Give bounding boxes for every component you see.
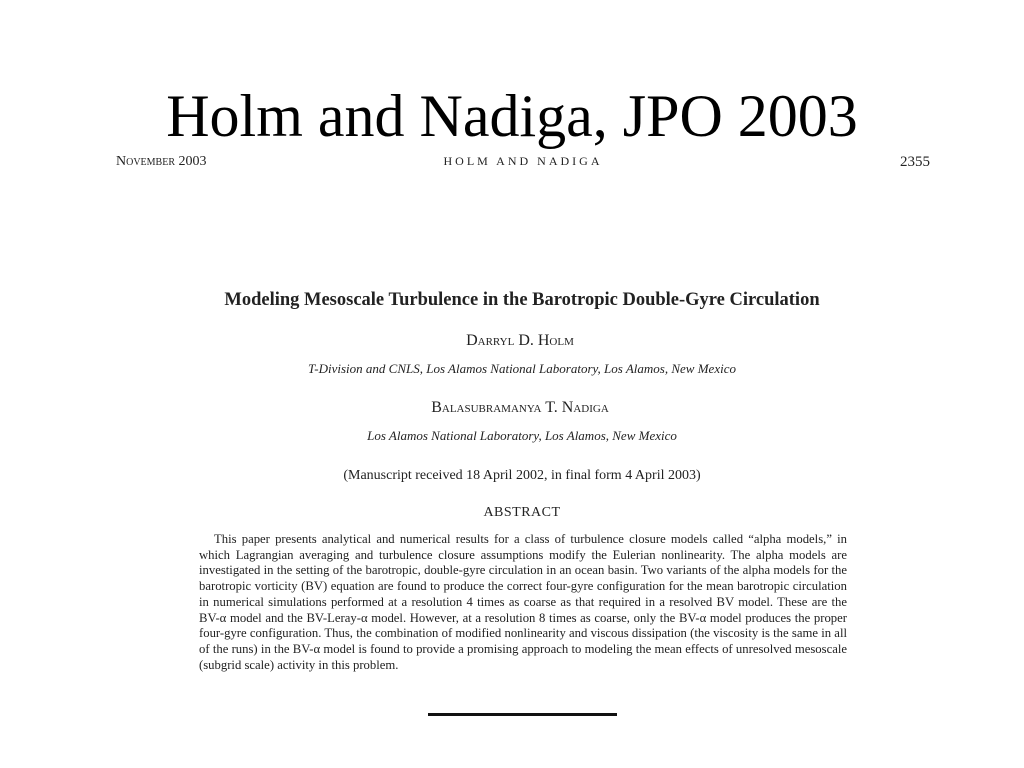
manuscript-note: (Manuscript received 18 April 2002, in final form 4 April 2003) [343,468,701,483]
author-name: Balasubramanya T. Nadiga [431,399,609,416]
running-head-date: November 2003 [116,154,207,169]
abstract-heading: ABSTRACT [483,505,561,520]
author-name: Darryl D. Holm [466,332,574,349]
running-head-authors: HOLM AND NADIGA [443,154,603,168]
abstract-body: This paper presents analytical and numerical results for a class of turbulence closure models called “alpha models,” in which Lagrangian averaging and turbulence closure assumptions modify the Eulerian nonlinearity. The alpha models are investigated in the setting of the barotropic, double-gyre circulation in an ocean basin. Two variants of the alpha models for the barotropic vorticity (BV) equation are found to produce the correct four-gyre configuration for the mean barotropic circulation in numerical simulations performed at a resolution 4 times as coarse as that required in a resolved BV model. These are the BV-α model and the BV-Leray-α model. However, at a resolution 8 times as coarse, only the BV-α model produces the proper four-gyre configuration. Thus, the combination of modified nonlinearity and viscous dissipation (the viscosity is the same in all of the runs) in the BV-α model is found to provide a promising approach to modeling the mean effects of unresolved mesoscale (subgrid scale) activity in this problem. [199,532,847,672]
article-title: Modeling Mesoscale Turbulence in the Barotropic Double-Gyre Circulation [224,290,820,310]
page-number: 2355 [900,154,930,170]
author-affiliation: Los Alamos National Laboratory, Los Alamos, New Mexico [367,428,677,443]
running-head [116,154,930,174]
footnote-rule [428,713,617,716]
slide-title: Holm and Nadiga, JPO 2003 [166,83,858,149]
author-affiliation: T-Division and CNLS, Los Alamos National Laboratory, Los Alamos, New Mexico [308,361,736,376]
